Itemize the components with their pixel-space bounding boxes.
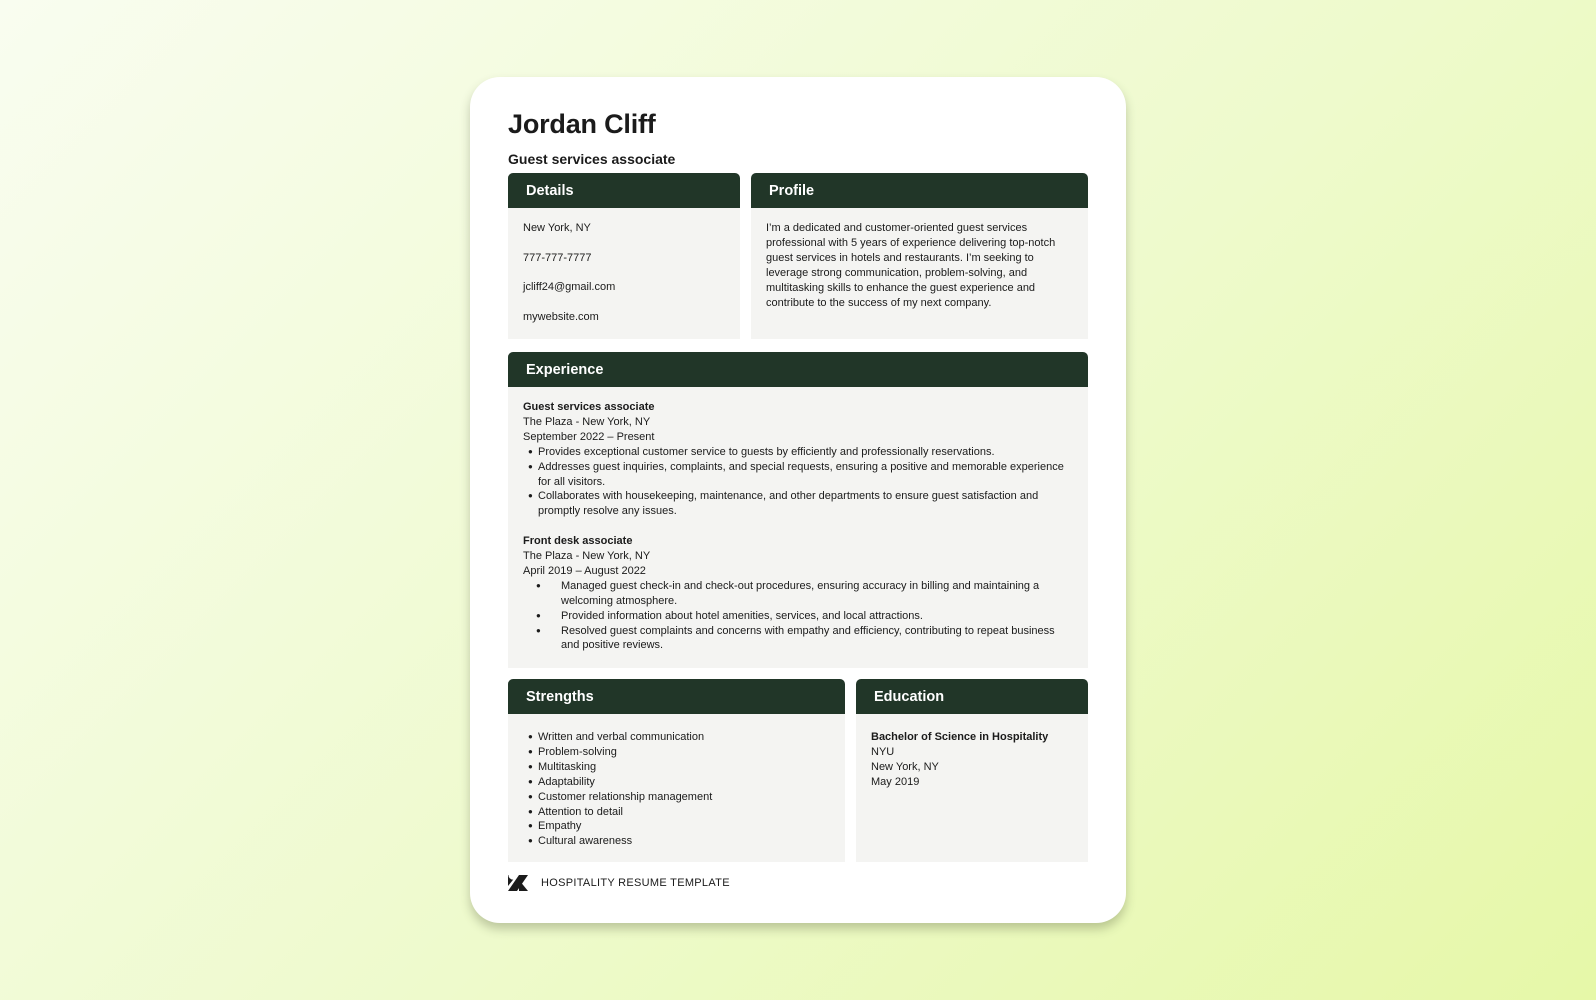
job-bullet: ● Collaborates with housekeeping, maintenance, and other departments to ensure guest satisfaction and promptly resolve any issues. [523, 489, 1073, 519]
experience-header: Experience [508, 352, 1088, 387]
job-bullets [523, 579, 1073, 654]
strength-item: ● Problem-solving [523, 745, 830, 760]
job-bullet: ● Provided information about hotel amenities, services, and local attractions. [523, 609, 1073, 624]
education-header: Education [856, 679, 1088, 714]
profile-section [751, 173, 1088, 339]
detail-location: New York, NY [523, 222, 591, 234]
strength-item: ● Attention to detail [523, 805, 830, 820]
job-dates: September 2022 – Present [523, 430, 655, 443]
job-bullet: ● Managed guest check-in and check-out procedures, ensuring accuracy in billing and maintaining a welcoming atmosphere. [523, 579, 1073, 609]
job-bullet: ● Resolved guest complaints and concerns with empathy and efficiency, contributing to repeat business and positive reviews. [523, 624, 1073, 654]
job-dates: April 2019 – August 2022 [523, 564, 646, 577]
resume-card [470, 77, 1126, 923]
details-section [508, 173, 740, 339]
profile-header: Profile [751, 173, 1088, 208]
strengths-header: Strengths [508, 679, 845, 714]
zendesk-logo-icon [508, 875, 528, 891]
detail-phone: 777-777-7777 [523, 251, 592, 264]
education-section [856, 679, 1088, 862]
strengths-section [508, 679, 845, 862]
strength-item: ● Adaptability [523, 775, 830, 790]
job-title: Guest services associate [523, 401, 655, 413]
resume-role: Guest services associate [508, 151, 676, 167]
job-company: The Plaza - New York, NY [523, 415, 651, 428]
strength-item: ● Cultural awareness [523, 834, 830, 849]
job-bullet: ● Provides exceptional customer service to guests by efficiently and professionally reservations. [523, 445, 1073, 460]
strength-item: ● Empathy [523, 819, 830, 834]
job-entry [523, 534, 1073, 653]
strengths-list [523, 730, 830, 849]
strength-item: ● Customer relationship management [523, 790, 830, 805]
job-bullets [523, 445, 1073, 520]
footer [508, 875, 730, 891]
experience-section [508, 352, 1088, 668]
job-bullet: ● Addresses guest inquiries, complaints, and special requests, ensuring a positive and memorable experience for all visitors. [523, 460, 1073, 490]
footer-label: HOSPITALITY RESUME TEMPLATE [541, 877, 730, 889]
job-company: The Plaza - New York, NY [523, 550, 651, 563]
details-header: Details [508, 173, 740, 208]
job-title: Front desk associate [523, 535, 633, 548]
education-location: New York, NY [871, 760, 939, 773]
strength-item: ● Written and verbal communication [523, 730, 830, 745]
education-degree: Bachelor of Science in Hospitality [871, 731, 1049, 743]
detail-website: mywebsite.com [523, 310, 599, 323]
education-date: May 2019 [871, 775, 920, 788]
resume-name: Jordan Cliff [508, 109, 656, 139]
profile-text: I’m a dedicated and customer-oriented guest services professional with 5 years of experience delivering top-notch guest services in hotels and restaurants. I’m seeking to leverage strong communication, problem-solving, and multitasking skills to enhance the guest experience and contribute to the success of my next company. [766, 222, 1056, 309]
strength-item: ● Multitasking [523, 760, 830, 775]
education-school: NYU [871, 745, 895, 758]
job-entry [523, 400, 1073, 519]
detail-email: jcliff24@gmail.com [523, 281, 616, 293]
